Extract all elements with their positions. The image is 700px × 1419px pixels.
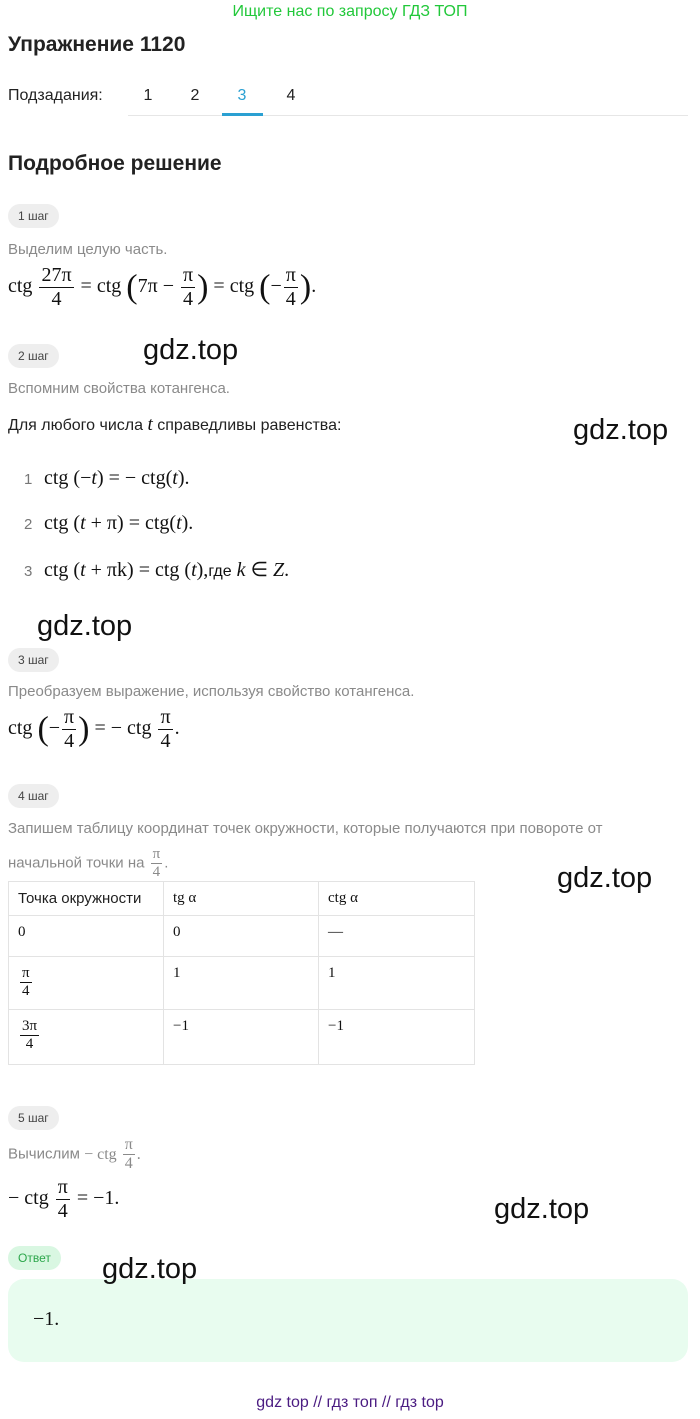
property-2: 2 ctg (t + π) = ctg(t). bbox=[24, 512, 194, 534]
tab-subtask-1[interactable]: 1 bbox=[143, 87, 153, 104]
step-2-intro: Для любого числа t справедливы равенства: bbox=[8, 414, 342, 435]
step-3-badge: 3 шаг bbox=[8, 648, 59, 672]
tab-subtask-4[interactable]: 4 bbox=[286, 87, 296, 104]
step-5-hint: Вычислим − ctg $\frac{\pi}{4}$ . bbox=[8, 1136, 141, 1173]
table-cell: −1 bbox=[164, 1009, 319, 1064]
promo-banner: Ищите нас по запросу ГДЗ ТОП bbox=[232, 3, 468, 20]
table-header-row bbox=[9, 882, 475, 916]
watermark: gdz.top bbox=[143, 334, 239, 366]
step-5-formula: − ctg $\frac{\pi}{4}$ = −1. bbox=[8, 1176, 120, 1222]
watermark: gdz.top bbox=[102, 1253, 198, 1285]
watermark: gdz.top bbox=[557, 862, 653, 894]
table-cell: 0 bbox=[9, 916, 164, 957]
property-3: 3 ctg (t + πk) = ctg (t),где k ∈ Z. bbox=[24, 559, 290, 581]
step-1-hint: Выделим целую часть. bbox=[8, 241, 168, 258]
table-cell: $\frac{\pi}{4}$ bbox=[9, 957, 164, 1010]
watermark: gdz.top bbox=[37, 610, 133, 642]
tab-subtask-3[interactable]: 3 bbox=[237, 87, 247, 104]
tab-subtask-2[interactable]: 2 bbox=[190, 87, 200, 104]
table-cell: — bbox=[319, 916, 475, 957]
step-2-badge: 2 шаг bbox=[8, 344, 59, 368]
step-3-formula: ctg (− $\frac{\pi}{4}$ ) = − ctg $\frac{\pi}{4}$ . bbox=[8, 706, 180, 752]
step-1-formula: ctg $\frac{27\pi}{4}$ = ctg (7π − $\frac{\pi}{4}$ ) = ctg (− $\frac{\pi}{4}$ ). bbox=[8, 264, 317, 310]
step-4-hint-1: Запишем таблицу координат точек окружности, которые получаются при повороте от bbox=[8, 820, 603, 837]
step-3-hint: Преобразуем выражение, используя свойство котангенса. bbox=[8, 683, 415, 700]
table-cell: −1 bbox=[319, 1009, 475, 1064]
step-2-hint: Вспомним свойства котангенса. bbox=[8, 380, 230, 397]
watermark: gdz.top bbox=[494, 1193, 590, 1225]
coordinates-table bbox=[8, 881, 475, 1065]
solution-heading: Подробное решение bbox=[8, 152, 222, 175]
active-tab-indicator bbox=[222, 113, 263, 116]
step-1-badge: 1 шаг bbox=[8, 204, 59, 228]
table-cell: 1 bbox=[319, 957, 475, 1010]
table-row bbox=[9, 957, 475, 1010]
table-row bbox=[9, 1009, 475, 1064]
table-header: Точка окружности bbox=[9, 882, 164, 916]
property-1: 1 ctg (−t) = − ctg(t). bbox=[24, 467, 190, 489]
answer-value: −1. bbox=[33, 1308, 60, 1330]
answer-box bbox=[8, 1279, 688, 1362]
answer-badge: Ответ bbox=[8, 1246, 61, 1270]
tabs-divider bbox=[128, 115, 688, 116]
step-5-badge: 5 шаг bbox=[8, 1106, 59, 1130]
table-cell: 1 bbox=[164, 957, 319, 1010]
subtasks-label: Подзадания: bbox=[8, 87, 103, 104]
table-cell: $\frac{3\pi}{4}$ bbox=[9, 1009, 164, 1064]
watermark: gdz.top bbox=[573, 414, 669, 446]
step-4-badge: 4 шаг bbox=[8, 784, 59, 808]
table-row bbox=[9, 916, 475, 957]
footer-links[interactable]: gdz top // гдз топ // гдз top bbox=[256, 1394, 444, 1411]
table-header: tg α bbox=[164, 882, 319, 916]
table-cell: 0 bbox=[164, 916, 319, 957]
step-4-hint-2: начальной точки на $\frac{\pi}{4}$ . bbox=[8, 846, 169, 881]
page-title: Упражнение 1120 bbox=[8, 33, 186, 56]
table-header: ctg α bbox=[319, 882, 475, 916]
